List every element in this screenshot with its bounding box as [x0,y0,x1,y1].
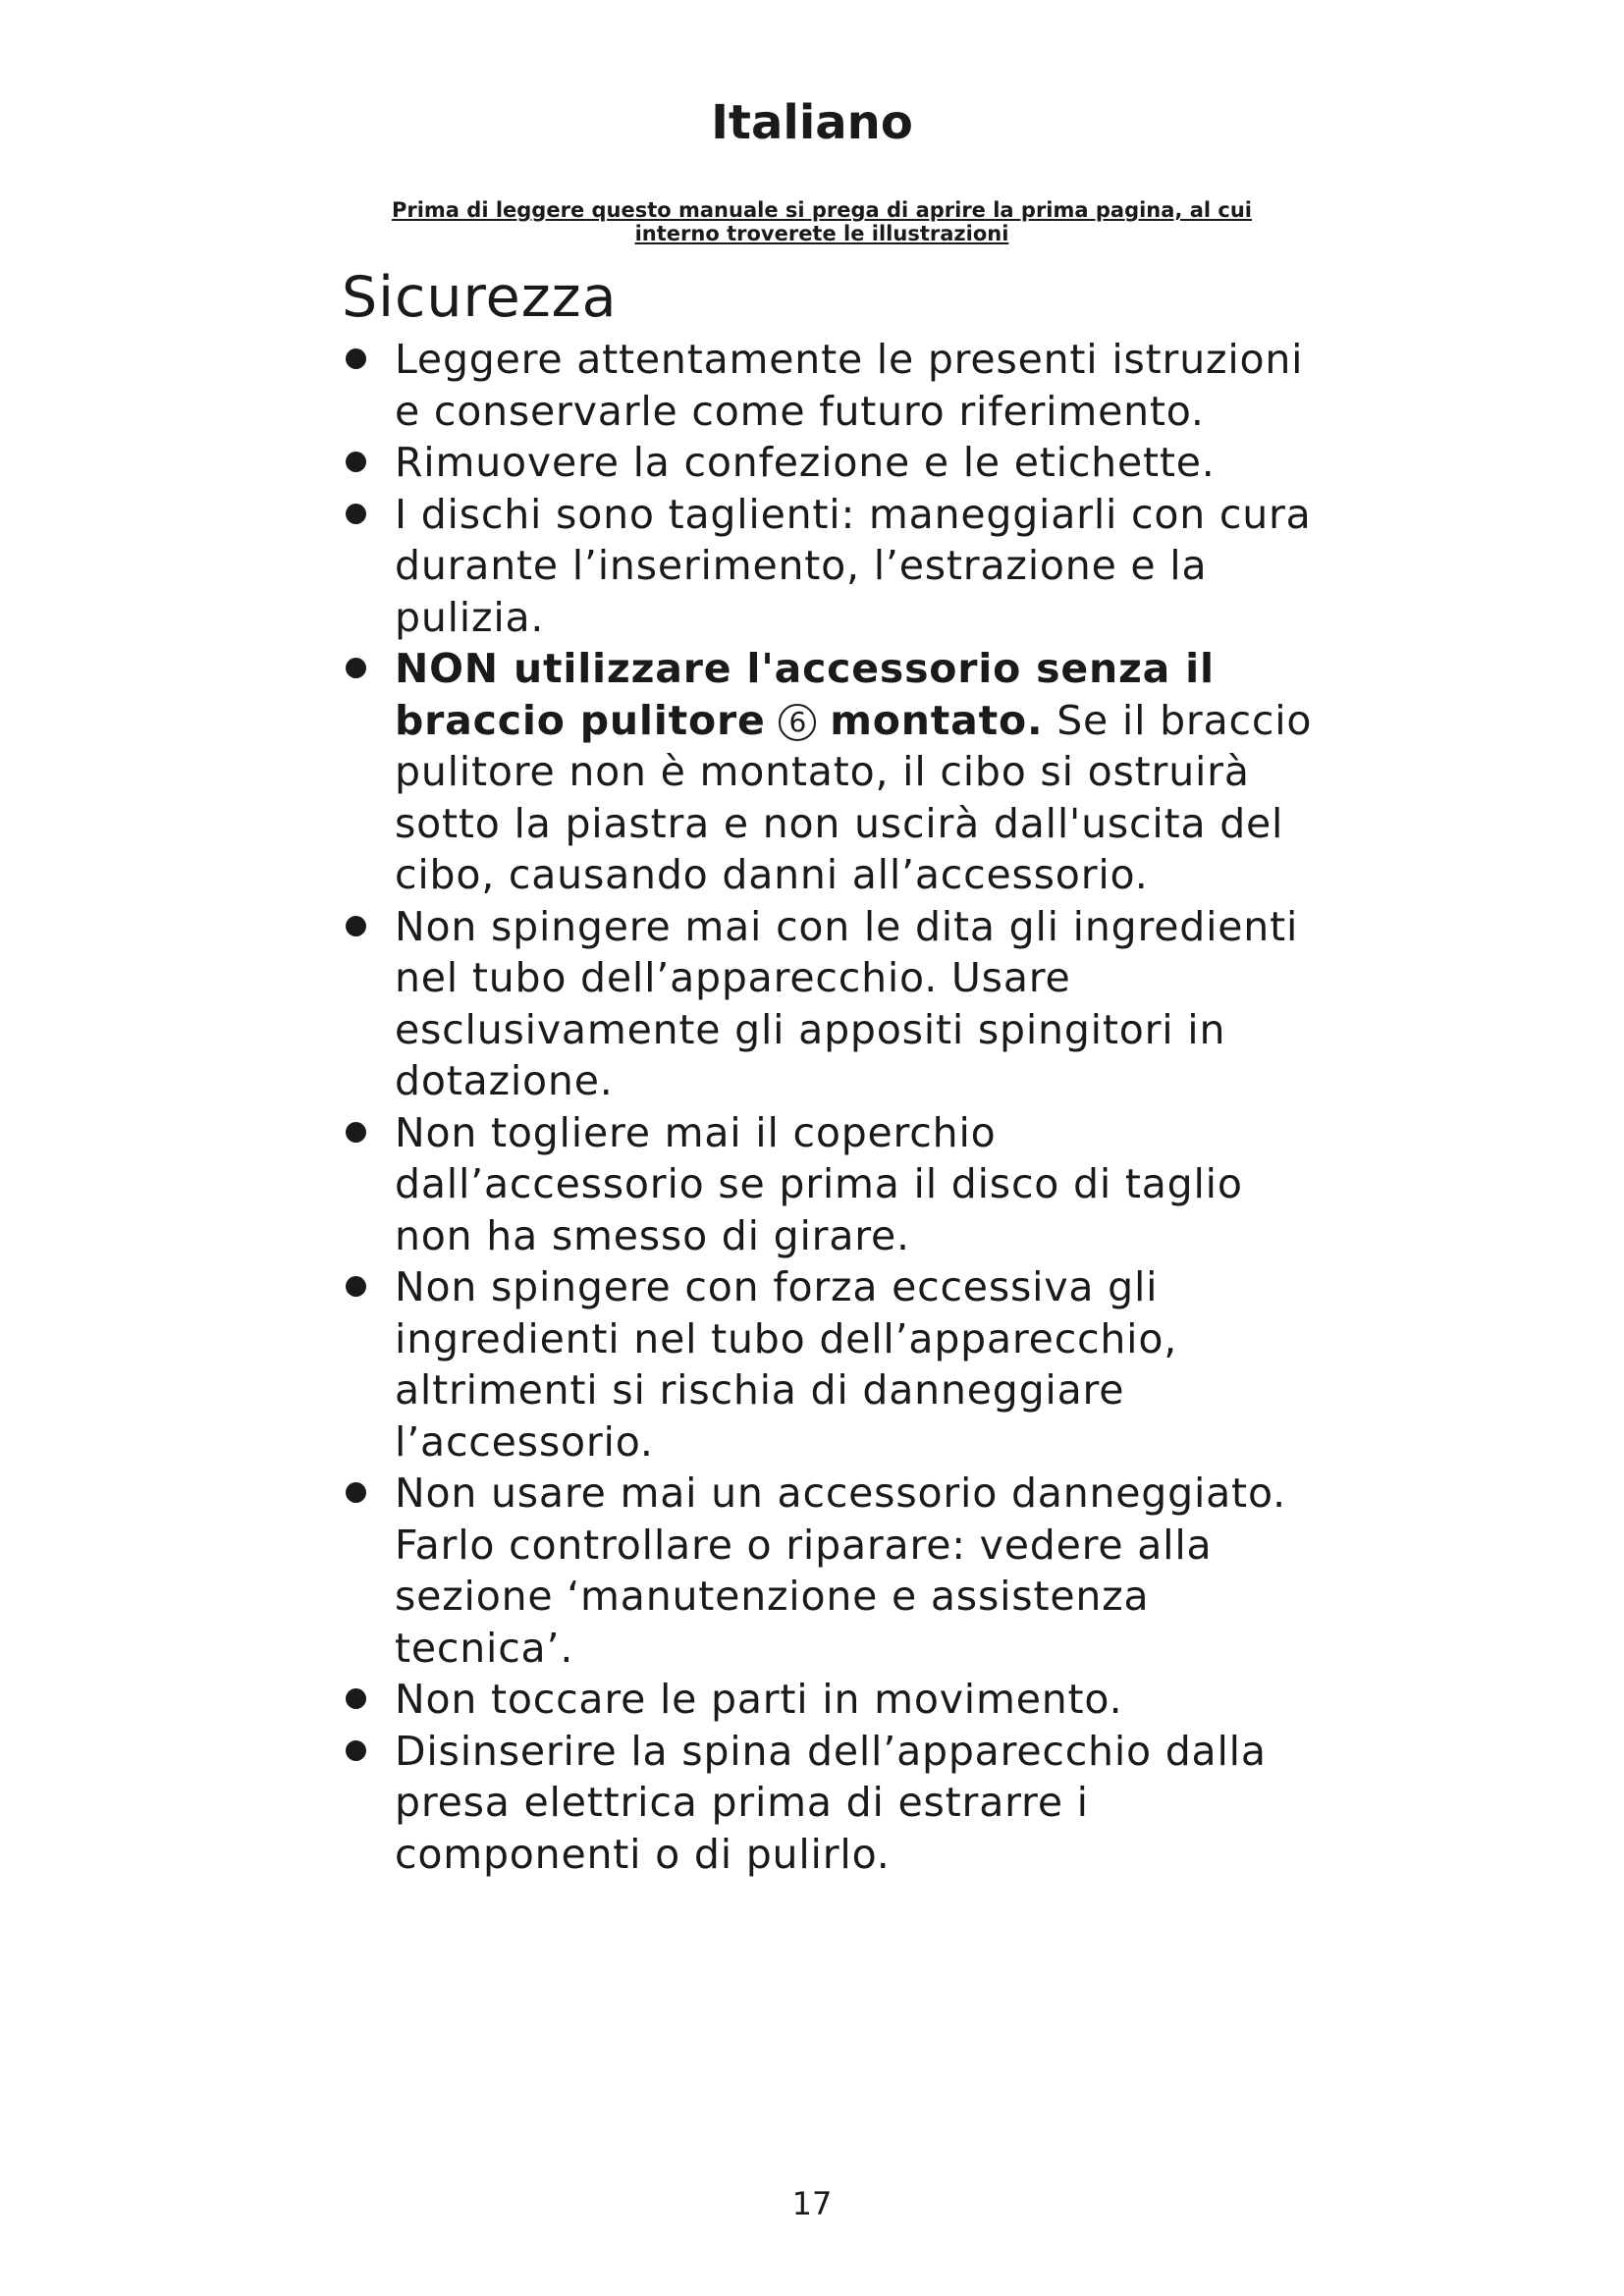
bullet-icon [346,1740,366,1761]
part-number-6-icon: 6 [779,704,816,741]
safety-item-text-warning [395,643,1314,901]
safety-item-text: I dischi sono taglienti: maneggiarli con cura durante l’inserimento, l’estrazione e la pulizia. [395,490,1312,641]
safety-list [342,334,1314,1880]
bullet-icon [346,1482,366,1503]
safety-item-1 [342,334,1314,437]
safety-item-text: Rimuovere la confezione e le etichette. [395,439,1216,486]
bullet-icon [346,504,366,524]
safety-item-text: Disinserire la spina dell’apparecchio dalla presa elettrica prima di estrarre i componenti o di pulirlo. [395,1727,1267,1878]
safety-item-8 [342,1468,1314,1674]
bullet-icon [346,658,366,678]
bullet-icon [346,1688,366,1709]
warning-explanation: Se il braccio pulitore non è montato, il cibo si ostruirà sotto la piastra e non uscirà dall'uscita del cibo, causando danni all’accessorio. [395,696,1313,898]
bullet-icon [346,348,366,369]
warning-bold-text-end: montato. [830,696,1044,744]
safety-item-text: Leggere attentamente le presenti istruzioni e conservarle come futuro riferimento. [395,336,1304,435]
section-title: Sicurezza [342,265,618,330]
safety-item-9 [342,1674,1314,1726]
bullet-icon [346,1276,366,1297]
safety-item-5 [342,901,1314,1107]
page-heading: Italiano [711,95,913,150]
safety-item-text: Non togliere mai il coperchio dall’accessorio se prima il disco di taglio non ha smesso di girare. [395,1108,1243,1259]
page-number: 17 [791,2185,833,2222]
safety-item-7 [342,1261,1314,1468]
illustrations-note: Prima di leggere questo manuale si prega di aprire la prima pagina, al cui interno troverete le illustrazioni [391,198,1252,245]
bullet-icon [346,916,366,936]
safety-item-6 [342,1107,1314,1262]
safety-item-2 [342,437,1314,489]
warning-bold-text: NON utilizzare l'accessorio senza il braccio pulitore [395,645,1215,744]
bullet-icon [346,452,366,472]
safety-item-10 [342,1726,1314,1881]
bullet-icon [346,1122,366,1143]
safety-item-text: Non spingere con forza eccessiva gli ingredienti nel tubo dell’apparecchio, altrimenti si rischia di danneggiare l’accessorio. [395,1263,1178,1466]
safety-item-4 [342,643,1314,901]
safety-item-text: Non toccare le parti in movimento. [395,1676,1123,1723]
safety-item-text: Non usare mai un accessorio danneggiato. Farlo controllare o riparare: vedere alla sezione ‘manutenzione e assistenza tecnica’. [395,1469,1286,1672]
safety-item-text: Non spingere mai con le dita gli ingredienti nel tubo dell’apparecchio. Usare esclusivamente gli appositi spingitori in dotazione. [395,902,1299,1104]
safety-item-3 [342,489,1314,644]
